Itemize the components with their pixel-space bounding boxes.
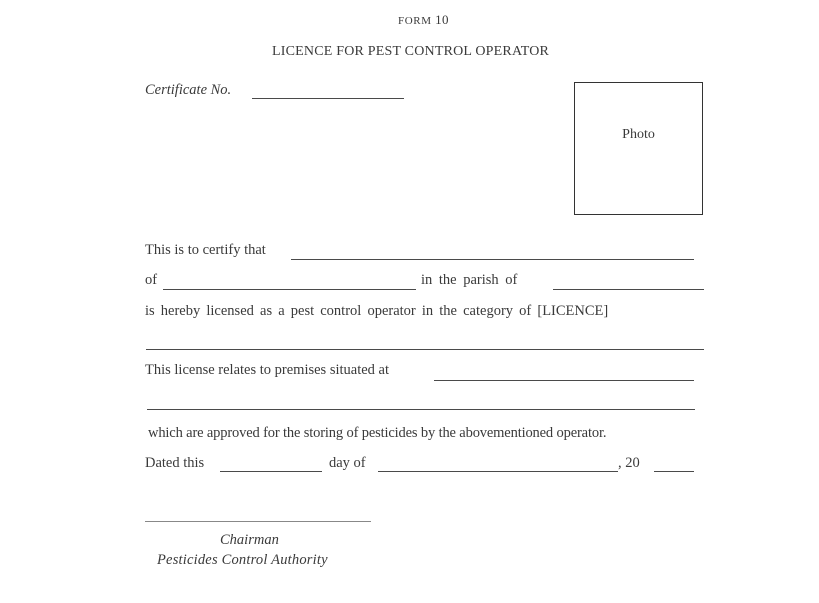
month-field[interactable] bbox=[378, 471, 618, 472]
of-label: of bbox=[145, 272, 158, 288]
parish-field[interactable] bbox=[553, 289, 704, 290]
premises-field[interactable] bbox=[434, 380, 694, 381]
signature-line[interactable] bbox=[145, 521, 371, 522]
photo-label: Photo bbox=[622, 127, 655, 142]
dated-label: Dated this bbox=[145, 455, 205, 471]
day-field[interactable] bbox=[220, 471, 322, 472]
signatory-organisation: Pesticides Control Authority bbox=[157, 552, 328, 568]
photo-box bbox=[574, 82, 703, 215]
certificate-label: Certificate No. bbox=[145, 82, 232, 98]
premises-field-2[interactable] bbox=[147, 409, 695, 410]
category-field[interactable] bbox=[146, 349, 704, 350]
form-number-value: 10 bbox=[435, 12, 449, 27]
premises-label: This license relates to premises situated at bbox=[145, 362, 390, 378]
page-title: LICENCE FOR PEST CONTROL OPERATOR bbox=[272, 44, 550, 59]
licensed-statement: is hereby licensed as a pest control operator in the category of [LICENCE] bbox=[145, 303, 609, 319]
year-prefix: , 20 bbox=[618, 455, 640, 471]
day-of-label: day of bbox=[329, 455, 366, 471]
year-field[interactable] bbox=[654, 471, 694, 472]
certificate-number-field[interactable] bbox=[252, 98, 404, 99]
parish-label: in the parish of bbox=[421, 272, 518, 288]
form-number bbox=[398, 12, 449, 28]
address-field[interactable] bbox=[163, 289, 416, 290]
signatory-title: Chairman bbox=[220, 532, 279, 548]
form-word: FORM bbox=[398, 15, 432, 27]
licensee-name-field[interactable] bbox=[291, 259, 694, 260]
approved-statement: which are approved for the storing of pesticides by the abovementioned operator. bbox=[148, 425, 607, 441]
certify-label: This is to certify that bbox=[145, 242, 266, 258]
